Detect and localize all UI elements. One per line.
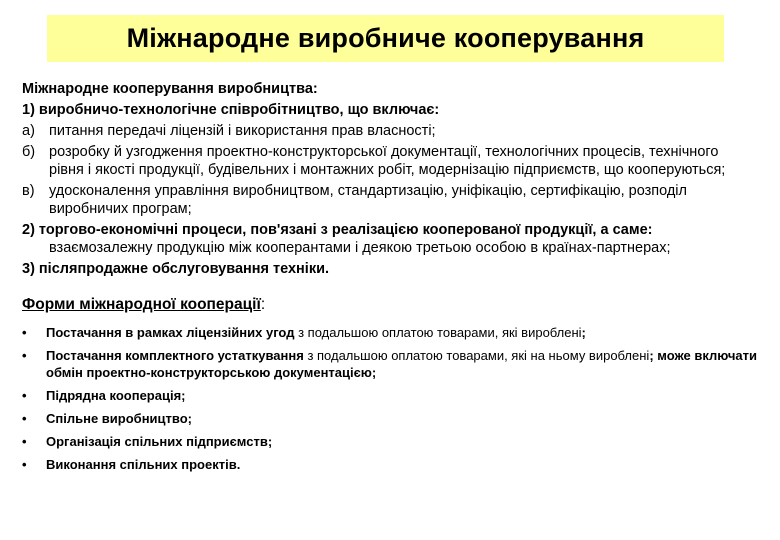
list-item-bold: Підрядна кооперація; (46, 388, 186, 403)
list-item (22, 324, 757, 341)
sub-item-c (22, 182, 757, 218)
sub-item-label: б) (22, 144, 36, 160)
bullet-icon: • (22, 388, 27, 403)
bullet-icon: • (22, 411, 27, 426)
sub-item-label: в) (22, 183, 35, 199)
list-item-bold: Спільне виробництво; (46, 411, 192, 426)
intro-line: Міжнародне кооперування виробництва: (22, 81, 318, 97)
bullet-icon: • (22, 457, 27, 472)
sub-item-label: а) (22, 123, 35, 139)
list-item-bold: Організація спільних підприємств; (46, 434, 273, 449)
sub-item-a (22, 122, 757, 140)
list-item (22, 456, 757, 473)
forms-heading-colon: : (260, 296, 266, 313)
sub-item-text: питання передачі ліцензій і використання прав власності; (49, 123, 436, 139)
item-2-rest: взаємозалежну продукцію між кооперантами і деякою третьою особою в країнах-партнерах; (49, 240, 671, 256)
sub-item-text: розробку й узгодження проектно-конструкторської документації, технологічних процесів, технічного рівня і якості продукції, будівельних і монтажних робіт, модернізацію підприємств, що кооперуються; (49, 144, 726, 178)
forms-list (22, 324, 757, 473)
list-item-bold: Постачання комплектного устаткування (46, 348, 304, 363)
item-2-bold: 2) торгово-економічні процеси, пов'язані з реалізацією кооперованої продукції, а саме: (22, 222, 653, 238)
title-banner (47, 15, 724, 62)
bullet-icon: • (22, 348, 27, 363)
bullet-icon: • (22, 434, 27, 449)
forms-heading (22, 296, 757, 314)
slide-content (22, 80, 757, 479)
bullet-icon: • (22, 325, 27, 340)
list-item-tail: ; може включати обмін проектно-конструкторською документацією; (46, 348, 758, 380)
list-item (22, 387, 757, 404)
list-item-normal: з подальшою оплатою товарами, які вироблені (294, 325, 582, 340)
item-2 (22, 221, 757, 257)
list-item-bold: Постачання в рамках ліцензійних угод (46, 325, 295, 340)
sub-item-b (22, 143, 757, 179)
list-item (22, 347, 757, 381)
list-item-tail: ; (581, 325, 586, 340)
list-item (22, 410, 757, 427)
list-item-normal: з подальшою оплатою товарами, які на ньому вироблені (303, 348, 650, 363)
list-item (22, 433, 757, 450)
item-1: 1) виробничо-технологічне співробітництво, що включає: (22, 102, 440, 118)
page-title: Міжнародне виробниче кооперування (126, 23, 645, 53)
sub-item-text: удосконалення управління виробництвом, стандартизацію, уніфікацію, сертифікацію, розподіл виробничих програм; (49, 183, 687, 217)
forms-heading-text: Форми міжнародної кооперації (22, 296, 261, 313)
item-3: 3) післяпродажне обслуговування техніки. (22, 261, 330, 277)
list-item-bold: Виконання спільних проектів. (46, 457, 241, 472)
